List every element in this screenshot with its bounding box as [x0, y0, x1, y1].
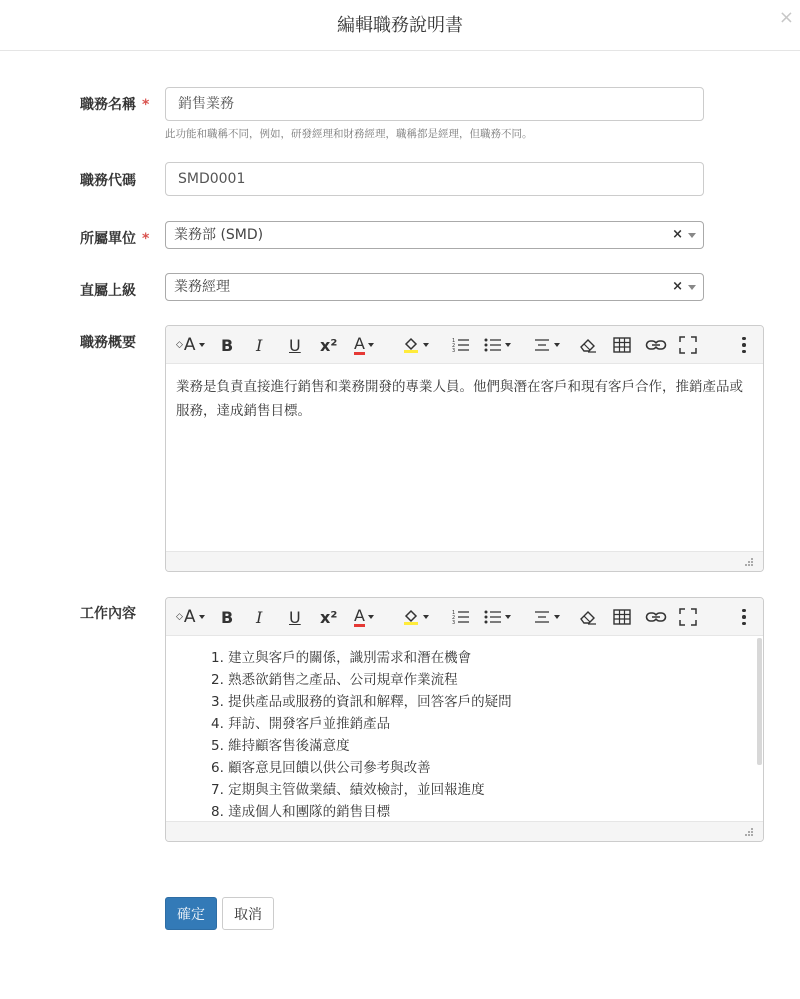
superscript-button[interactable]: x² [320, 607, 338, 627]
summary-label: 職務概要 [80, 335, 136, 351]
highlight-color-button[interactable] [402, 334, 429, 356]
editor-statusbar [166, 551, 763, 571]
svg-text:2: 2 [452, 343, 456, 349]
italic-button[interactable]: I [256, 335, 263, 355]
eraser-button[interactable] [579, 606, 597, 628]
table-button[interactable] [613, 334, 631, 356]
duties-editor[interactable] [165, 597, 764, 842]
fullscreen-button[interactable] [679, 334, 697, 356]
align-button[interactable] [533, 334, 560, 356]
align-center-icon [533, 609, 551, 625]
list-item: 3. 提供產品或服務的資訊和解釋，回答客戶的疑問 [211, 694, 512, 710]
link-icon [645, 337, 667, 353]
bold-button[interactable]: B [221, 335, 234, 355]
list-item: 6. 顧客意見回饋以供公司參考與改善 [211, 760, 431, 776]
paint-bucket-icon [402, 336, 420, 354]
required-mark: * [142, 97, 150, 113]
job-code-input[interactable]: SMD0001 [165, 162, 704, 196]
list-item: 8. 達成個人和團隊的銷售目標 [211, 804, 391, 820]
svg-text:3: 3 [452, 620, 456, 625]
summary-editor-content[interactable]: 業務是負責直接進行銷售和業務開發的專業人員。他們與潛在客戶和現有客戶合作，推銷產品或服務，達成銷售目標。 [176, 379, 743, 419]
required-mark: * [142, 231, 150, 247]
department-clear-button[interactable]: × [672, 227, 683, 242]
editor-statusbar [166, 821, 763, 841]
department-label: 所屬單位 * [80, 231, 150, 247]
supervisor-selected-value: 業務經理 [174, 279, 230, 295]
link-icon [645, 609, 667, 625]
bullet-list-icon [484, 609, 502, 625]
confirm-button[interactable]: 確定 [165, 897, 217, 930]
fullscreen-icon [679, 608, 697, 626]
supervisor-label: 直屬上級 [80, 283, 136, 299]
more-options-button[interactable] [739, 334, 749, 356]
modal-title: 編輯職務說明書 [337, 15, 463, 36]
eraser-icon [579, 609, 597, 625]
job-name-label: 職務名稱 * [80, 97, 150, 113]
vertical-scrollbar[interactable] [757, 638, 762, 765]
unordered-list-button[interactable] [484, 334, 511, 356]
more-options-button[interactable] [739, 606, 749, 628]
align-center-icon [533, 337, 551, 353]
fullscreen-icon [679, 336, 697, 354]
underline-button[interactable]: U [289, 335, 301, 355]
table-icon [613, 337, 631, 353]
department-select[interactable] [165, 221, 704, 249]
font-size-button[interactable]: ◇ A [176, 606, 205, 628]
superscript-button[interactable]: x² [320, 335, 338, 355]
resize-handle-icon[interactable] [744, 558, 753, 566]
italic-button[interactable]: I [256, 607, 263, 627]
job-name-input[interactable]: 銷售業務 [165, 87, 704, 121]
duties-editor-content[interactable] [166, 637, 763, 821]
fullscreen-button[interactable] [679, 606, 697, 628]
job-name-help-text: 此功能和職稱不同，例如，研發經理和財務經理，職稱都是經理，但職務不同。 [165, 128, 533, 140]
svg-text:2: 2 [452, 615, 456, 621]
list-item: 2. 熟悉欲銷售之產品、公司規章作業流程 [211, 672, 458, 688]
supervisor-select[interactable] [165, 273, 704, 301]
cancel-button[interactable]: 取消 [222, 897, 274, 930]
chevron-down-icon[interactable] [688, 233, 696, 238]
ordered-list-icon [452, 337, 470, 353]
table-icon [613, 609, 631, 625]
underline-button[interactable]: U [289, 607, 301, 627]
summary-editor[interactable] [165, 325, 764, 572]
job-code-label: 職務代碼 [80, 173, 136, 189]
font-color-button[interactable]: A [354, 606, 374, 628]
bullet-list-icon [484, 337, 502, 353]
font-color-button[interactable]: A [354, 334, 374, 356]
eraser-button[interactable] [579, 334, 597, 356]
resize-handle-icon[interactable] [744, 828, 753, 836]
ordered-list-button[interactable] [452, 334, 470, 356]
eraser-icon [579, 337, 597, 353]
align-button[interactable] [533, 606, 560, 628]
paint-bucket-icon [402, 608, 420, 626]
duties-label: 工作內容 [80, 606, 136, 622]
font-size-button[interactable]: ◇ A [176, 334, 205, 356]
svg-text:1: 1 [452, 338, 456, 344]
modal-header [0, 0, 800, 51]
list-item: 5. 維持顧客售後滿意度 [211, 738, 350, 754]
svg-text:1: 1 [452, 610, 456, 616]
list-item: 7. 定期與主管做業績、績效檢討，並回報進度 [211, 782, 485, 798]
unordered-list-button[interactable] [484, 606, 511, 628]
svg-text:3: 3 [452, 348, 456, 353]
ordered-list-button[interactable] [452, 606, 470, 628]
supervisor-clear-button[interactable]: × [672, 279, 683, 294]
editor-toolbar [166, 598, 763, 636]
department-selected-value: 業務部 (SMD) [174, 227, 264, 243]
list-item: 4. 拜訪、開發客戶並推銷產品 [211, 716, 391, 732]
ordered-list-icon [452, 609, 470, 625]
table-button[interactable] [613, 606, 631, 628]
close-button[interactable]: × [778, 7, 794, 28]
bold-button[interactable]: B [221, 607, 234, 627]
chevron-down-icon[interactable] [688, 285, 696, 290]
highlight-color-button[interactable] [402, 606, 429, 628]
duties-list [176, 647, 753, 821]
link-button[interactable] [645, 606, 667, 628]
editor-toolbar [166, 326, 763, 364]
link-button[interactable] [645, 334, 667, 356]
list-item: 1. 建立與客戶的關係，識別需求和潛在機會 [211, 650, 472, 666]
